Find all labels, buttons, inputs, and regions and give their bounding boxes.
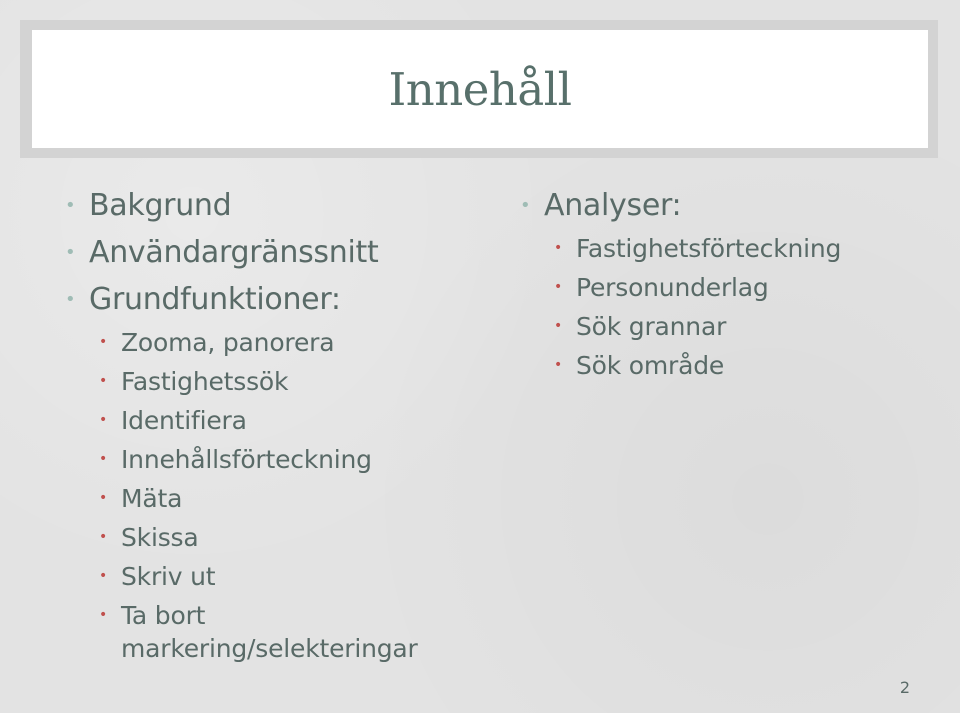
bullet-icon: • bbox=[554, 240, 563, 256]
bullet-icon: • bbox=[99, 412, 108, 428]
bullet-icon: • bbox=[520, 195, 531, 216]
list-item bbox=[63, 440, 483, 479]
list-item-text-continued: markering/selekteringar bbox=[121, 634, 418, 663]
bullet-icon: • bbox=[99, 607, 108, 623]
list-item-text: Sök område bbox=[576, 351, 725, 380]
bullet-icon: • bbox=[554, 279, 563, 295]
list-item bbox=[63, 182, 483, 229]
bullet-icon: • bbox=[65, 289, 76, 310]
list-item bbox=[63, 596, 483, 665]
list-item-text: Personunderlag bbox=[576, 273, 769, 302]
bullet-icon: • bbox=[554, 318, 563, 334]
list-item bbox=[63, 479, 483, 518]
bullet-icon: • bbox=[99, 568, 108, 584]
list-item-text: Bakgrund bbox=[89, 188, 232, 223]
list-item bbox=[63, 229, 483, 276]
list-item bbox=[63, 518, 483, 557]
list-item-text: Identifiera bbox=[121, 406, 247, 435]
left-bullet-list bbox=[63, 182, 483, 665]
bullet-icon: • bbox=[99, 373, 108, 389]
bullet-icon: • bbox=[99, 334, 108, 350]
bullet-icon: • bbox=[65, 195, 76, 216]
list-item-text: Fastighetssök bbox=[121, 367, 289, 396]
list-item-text: Mäta bbox=[121, 484, 183, 513]
bullet-icon: • bbox=[65, 242, 76, 263]
right-bullet-list bbox=[518, 182, 938, 385]
list-item-text: Skissa bbox=[121, 523, 199, 552]
list-item-text: Fastighetsförteckning bbox=[576, 234, 842, 263]
page-number: 2 bbox=[899, 678, 910, 697]
list-item bbox=[518, 268, 938, 307]
list-item-text: Sök grannar bbox=[576, 312, 727, 341]
list-item bbox=[518, 182, 938, 229]
bullet-icon: • bbox=[99, 490, 108, 506]
bullet-icon: • bbox=[99, 451, 108, 467]
title-box bbox=[32, 30, 928, 148]
list-item-text: Skriv ut bbox=[121, 562, 216, 591]
list-item bbox=[63, 401, 483, 440]
list-item-text: Innehållsförteckning bbox=[121, 445, 372, 474]
list-item-text: Ta bort bbox=[121, 601, 206, 630]
list-item bbox=[63, 276, 483, 323]
list-item-text: Zooma, panorera bbox=[121, 328, 335, 357]
list-item-text: Analyser: bbox=[544, 188, 682, 223]
list-item bbox=[63, 362, 483, 401]
list-item bbox=[63, 323, 483, 362]
slide-title: Innehåll bbox=[388, 63, 572, 116]
list-item bbox=[518, 346, 938, 385]
list-item bbox=[518, 229, 938, 268]
list-item bbox=[518, 307, 938, 346]
bullet-icon: • bbox=[99, 529, 108, 545]
list-item-text: Användargränssnitt bbox=[89, 235, 379, 270]
list-item-text: Grundfunktioner: bbox=[89, 282, 341, 317]
bullet-icon: • bbox=[554, 357, 563, 373]
list-item bbox=[63, 557, 483, 596]
